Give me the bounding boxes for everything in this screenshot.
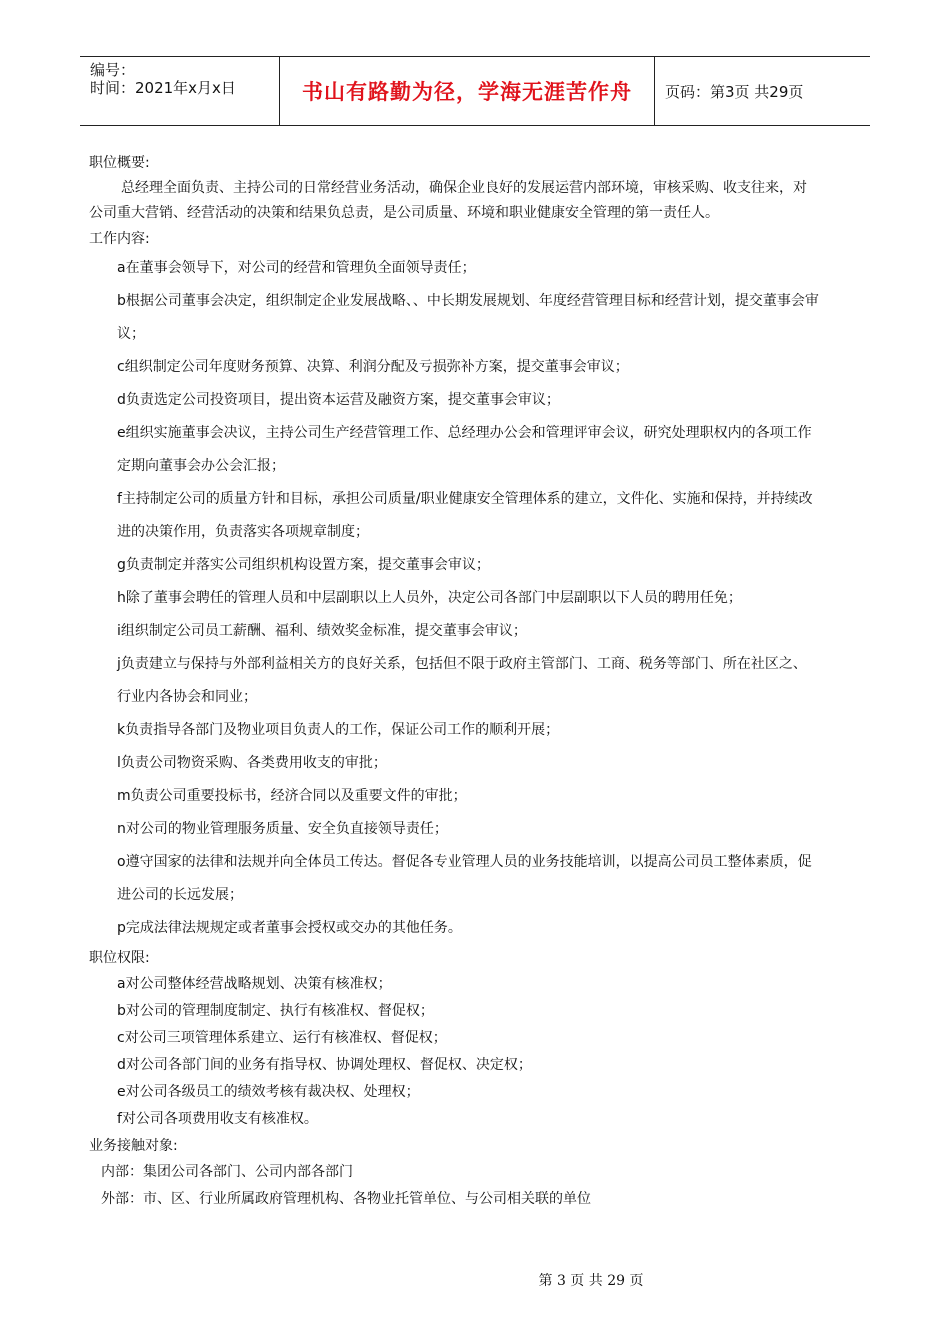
- overview-title: 职位概要:: [89, 155, 150, 171]
- work-item: o遵守国家的法律和法规并向全体员工传达。督促各专业管理人员的业务技能培训，以提高公司员工整体素质，促进公司的长远发展；: [117, 854, 812, 903]
- authority-list: [89, 971, 819, 1133]
- contacts-internal: 内部：集团公司各部门、公司内部各部门: [101, 1164, 353, 1180]
- work-item: j负责建立与保持与外部利益相关方的良好关系，包括但不限于政府主管部门、工商、税务等部门、所在社区之、行业内各协会和同业；: [117, 656, 807, 705]
- work-list: [89, 252, 819, 945]
- work-item: b根据公司董事会决定，组织制定企业发展战略、、中长期发展规划、年度经营管理目标和经营计划，提交董事会审议；: [117, 293, 819, 342]
- header-table: [80, 56, 870, 126]
- document-body: [89, 150, 819, 1213]
- work-item: n对公司的物业管理服务质量、安全负直接领导责任；: [117, 821, 448, 837]
- authority-item: f对公司各项费用收支有核准权。: [117, 1111, 318, 1127]
- time-label: 时间：2021年x月x日: [90, 79, 236, 97]
- work-item: l负责公司物资采购、各类费用收支的审批；: [117, 755, 387, 771]
- work-item: k负责指导各部门及物业项目负责人的工作，保证公司工作的顺利开展；: [117, 722, 560, 738]
- work-item: h除了董事会聘任的管理人员和中层副职以上人员外，决定公司各部门中层副职以下人员的聘用任免；: [117, 590, 742, 606]
- work-item: g负责制定并落实公司组织机构设置方案，提交董事会审议；: [117, 557, 490, 573]
- work-item: a在董事会领导下，对公司的经营和管理负全面领导责任；: [117, 260, 476, 276]
- authority-item: a对公司整体经营战略规划、决策有核准权；: [117, 976, 392, 992]
- work-item: m负责公司重要投标书，经济合同以及重要文件的审批；: [117, 788, 467, 804]
- work-item: f主持制定公司的质量方针和目标，承担公司质量/职业健康安全管理体系的建立，文件化、实施和保持，并持续改进的决策作用，负责落实各项规章制度；: [117, 491, 813, 540]
- overview-text: 总经理全面负责、主持公司的日常经营业务活动，确保企业良好的发展运营内部环境，审核采购、收支往来，对公司重大营销、经营活动的决策和结果负总责，是公司质量、环境和职业健康安全管理的第一责任人。: [89, 180, 807, 221]
- work-title: 工作内容:: [89, 231, 150, 247]
- work-item: p完成法律法规规定或者董事会授权或交办的其他任务。: [117, 920, 462, 936]
- contacts-external: 外部：市、区、行业所属政府管理机构、各物业托管单位、与公司相关联的单位: [101, 1191, 591, 1207]
- work-item: d负责选定公司投资项目，提出资本运营及融资方案，提交董事会审议；: [117, 392, 560, 408]
- work-item: c组织制定公司年度财务预算、决算、利润分配及亏损弥补方案，提交董事会审议；: [117, 359, 629, 375]
- header-page-info: 页码：第3页 共29页: [665, 82, 804, 101]
- authority-item: d对公司各部门间的业务有指导权、协调处理权、督促权、决定权；: [117, 1057, 532, 1073]
- authority-item: b对公司的管理制度制定、执行有核准权、督促权；: [117, 1003, 434, 1019]
- authority-title: 职位权限:: [89, 950, 150, 966]
- number-label: 编号：: [90, 61, 136, 79]
- header-motto-cell: [280, 57, 655, 125]
- motto: 书山有路勤为径，学海无涯苦作舟: [302, 80, 632, 104]
- authority-item: c对公司三项管理体系建立、运行有核准权、督促权；: [117, 1030, 447, 1046]
- header-meta: [80, 57, 280, 125]
- contacts-title: 业务接触对象:: [89, 1138, 178, 1154]
- authority-item: e对公司各级员工的绩效考核有裁决权、处理权；: [117, 1084, 420, 1100]
- work-item: i组织制定公司员工薪酬、福利、绩效奖金标准，提交董事会审议；: [117, 623, 527, 639]
- work-item: e组织实施董事会决议，主持公司生产经营管理工作、总经理办公会和管理评审会议，研究处理职权内的各项工作定期向董事会办公会汇报；: [117, 425, 812, 474]
- page-footer: 第 3 页 共 29 页: [538, 1273, 644, 1289]
